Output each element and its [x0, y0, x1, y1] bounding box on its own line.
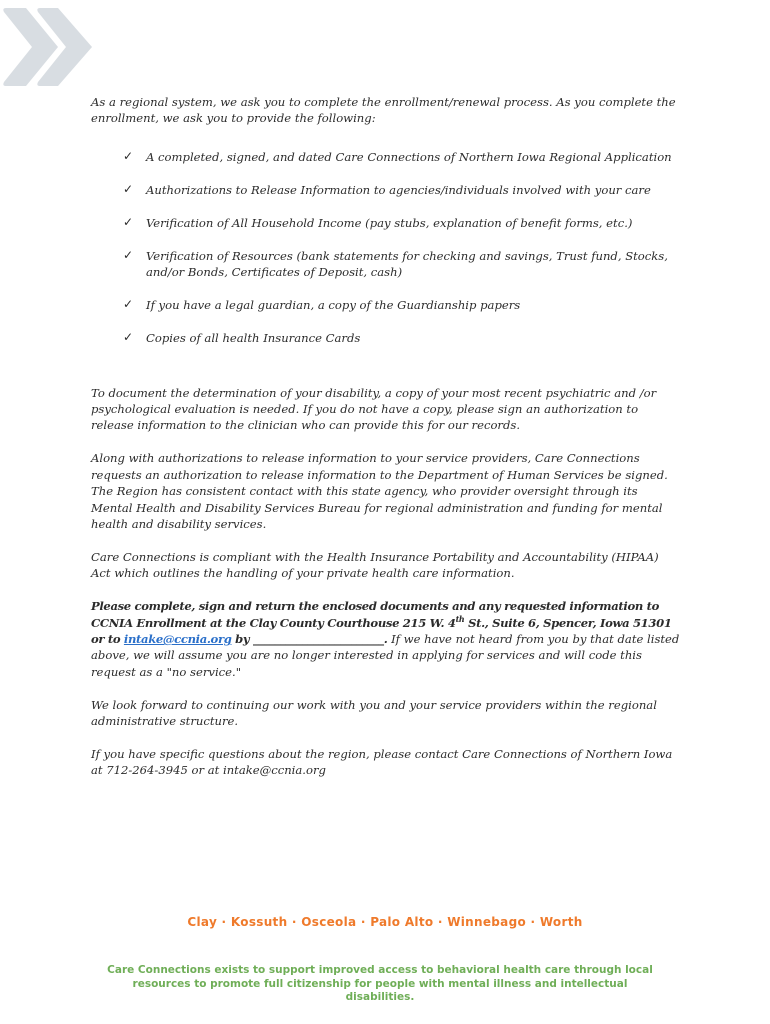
due-date-blank: by ________________________.: [231, 632, 388, 647]
instructions-paragraph: Please complete, sign and return the enclosed documents and any requested information to CCNIA Enrollment at the Clay County Courthouse 215 W. 4th St., Suite 6, Spencer, Iowa 51301 or to intake@ccnia.org by ________________________. If we have not heard from you by that date listed above, we will assume you are no longer interested in applying for services and will code this request as a "no service.": [91, 599, 680, 679]
instructions-bold-text: Please complete, sign and return the enclosed documents and any requested information to CCNIA Enrollment at the Clay County Courthouse 215 W. 4: [91, 599, 659, 630]
hipaa-paragraph: Care Connections is compliant with the Health Insurance Portability and Accountability (HIPAA) Act which outlines the handling of your private health care information.: [91, 549, 659, 581]
checkmark-icon: ✓: [123, 247, 134, 262]
mission-statement: Care Connections exists to support improved access to behavioral health care through local resources to promote full citizenship for people with mental illness and intellectual disabilities.: [107, 964, 653, 1003]
letter-body: [91, 94, 681, 795]
disability-paragraph: To document the determination of your disability, a copy of your most recent psychiatric and /or psychological evaluation is needed. If you do not have a copy, please sign an authorization to release information to the clinician who can provide this for our records.: [91, 385, 657, 433]
checkmark-icon: ✓: [123, 214, 134, 229]
logo-double-chevron-icon: [0, 0, 100, 96]
checklist-item: ✓ Verification of All Household Income (pay stubs, explanation of benefit forms, etc.): [123, 214, 633, 230]
authorizations-paragraph: Along with authorizations to release information to your service providers, Care Connections requests an authorization to release information to the Department of Human Services be signed. The Region has consistent contact with this state agency, who provider oversight through its Mental Health and Disability Services Bureau for regional administration and funding for mental health and disability services.: [91, 451, 668, 531]
checklist-item: ✓ A completed, signed, and dated Care Connections of Northern Iowa Regional Application: [123, 148, 672, 164]
intake-email-link[interactable]: intake@ccnia.org: [123, 632, 232, 647]
checkmark-icon: ✓: [123, 296, 134, 311]
requirements-checklist: [91, 149, 681, 346]
checklist-item: ✓ Copies of all health Insurance Cards: [123, 329, 361, 345]
checklist-item: ✓ Authorizations to Release Information to agencies/individuals involved with your care: [123, 181, 651, 197]
contact-paragraph: If you have specific questions about the region, please contact Care Connections of Northern Iowa at 712-264-3945 or at intake@ccnia.org: [91, 747, 673, 778]
intro-paragraph: As a regional system, we ask you to complete the enrollment/renewal process. As you complete the enrollment, we ask you to provide the following:: [91, 95, 676, 126]
checklist-item: ✓ If you have a legal guardian, a copy of the Guardianship papers: [123, 296, 521, 312]
checklist-item: ✓ Verification of Resources (bank statements for checking and savings, Trust fund, Stocks, and/or Bonds, Certificates of Deposit, cash): [123, 247, 668, 279]
county-list: Clay · Kossuth · Osceola · Palo Alto · Winnebago · Worth: [187, 915, 583, 929]
closing-paragraph: We look forward to continuing our work with you and your service providers within the regional administrative structure.: [91, 697, 657, 729]
checkmark-icon: ✓: [123, 148, 134, 163]
checkmark-icon: ✓: [123, 329, 134, 344]
checkmark-icon: ✓: [123, 181, 134, 196]
